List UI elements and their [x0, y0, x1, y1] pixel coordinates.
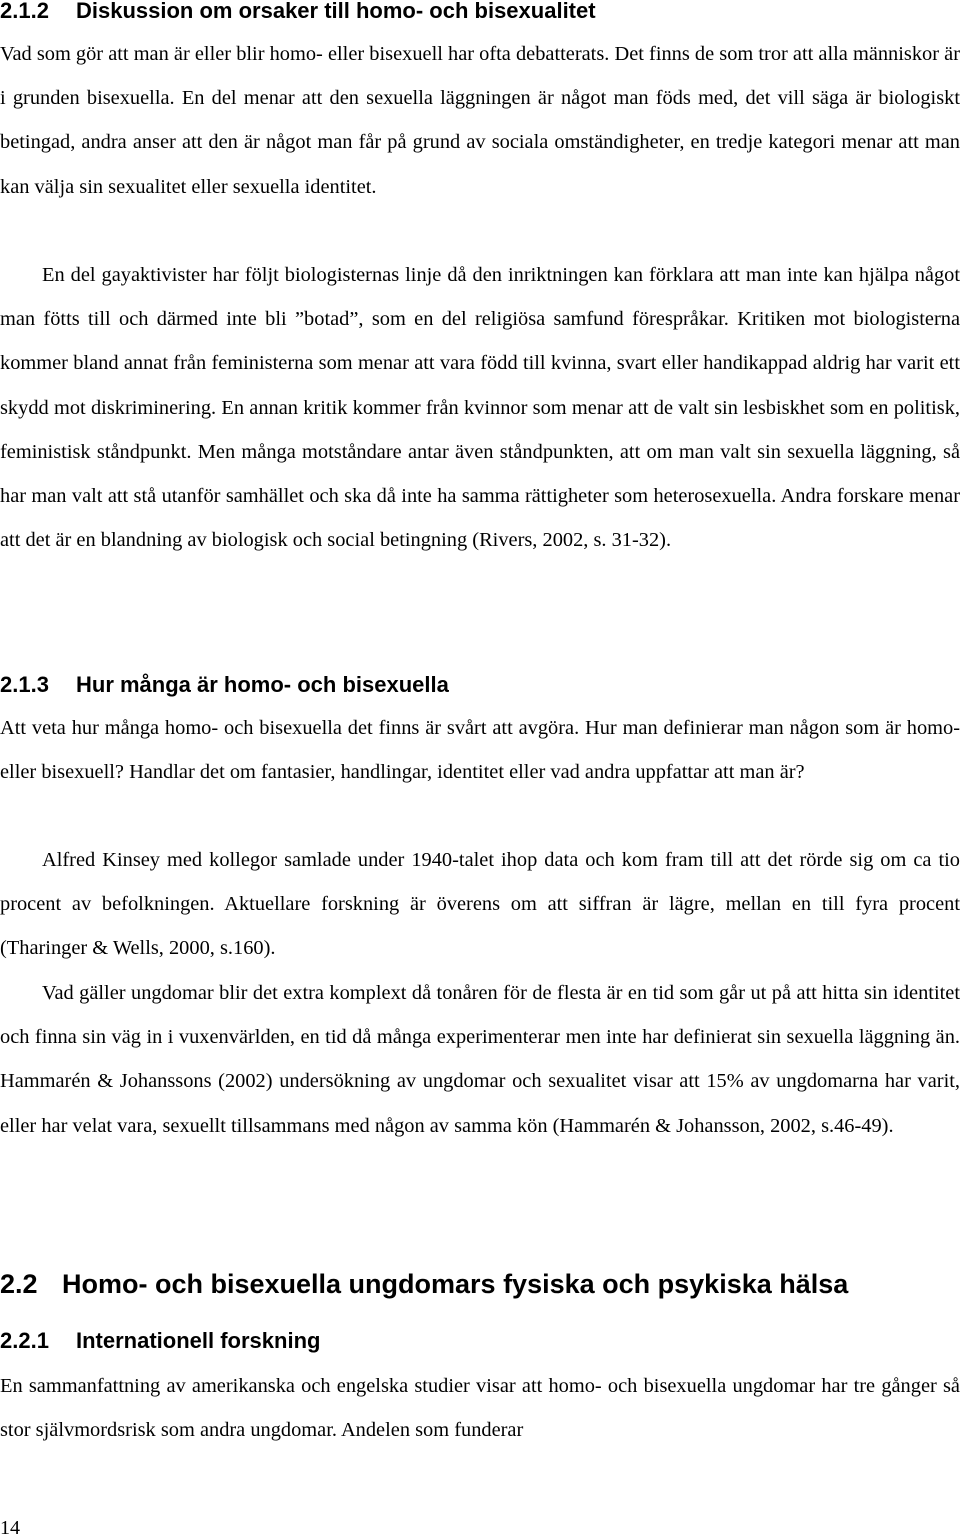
- section-heading-2-2-1: [0, 1328, 320, 1354]
- section-heading-2-1-3: [0, 672, 449, 698]
- paragraph: En sammanfattning av amerikanska och engelska studier visar att homo- och bisexuella ungdomar har tre gånger så stor självmordsrisk som andra ungdomar. Andelen som funderar: [0, 1375, 960, 1442]
- section-number: 2.1.2: [0, 0, 49, 23]
- paragraph: Att veta hur många homo- och bisexuella det finns är svårt att avgöra. Hur man definierar man någon som är homo- eller bisexuell? Handlar det om fantasier, handlingar, identitet eller vad andra uppfattar att man är?: [0, 717, 960, 784]
- section-number: 2.1.3: [0, 672, 49, 697]
- section-title: Internationell forskning: [76, 1328, 321, 1353]
- section-heading-2-1-2: [0, 0, 596, 24]
- paragraph: En del gayaktivister har följt biologisternas linje då den inriktningen kan förklara att man inte kan hjälpa något man fötts till och därmed inte bli ”botad”, som en del religiösa samfund förespråkar. Kritiken mot biologisterna kommer bland annat från feministerna som menar att vara född till kvinna, svart eller handikappad aldrig har varit ett skydd mot diskriminering. En annan kritik kommer från kvinnor som menar att de valt sin lesbiskhet som en politisk, feministisk ståndpunkt. Men många motståndare antar även ståndpunkten, att om man valt sin sexuella läggning, så har man valt att stå utanför samhället och ska då inte ha samma rättigheter som heterosexuella. Andra forskare menar att det är en blandning av biologisk och social betingning (Rivers, 2002, s. 31-32).: [0, 264, 960, 552]
- section-number: 2.2: [0, 1269, 38, 1299]
- page-number: 14: [0, 1517, 20, 1539]
- section-title: Homo- och bisexuella ungdomars fysiska och psykiska hälsa: [62, 1269, 849, 1299]
- section-title: Diskussion om orsaker till homo- och bisexualitet: [76, 0, 596, 23]
- section-heading-2-2: [0, 1268, 848, 1300]
- paragraph: Vad som gör att man är eller blir homo- eller bisexuell har ofta debatterats. Det finns de som tror att alla människor är i grunden bisexuella. En del menar att den sexuella läggningen är något man föds med, det vill säga är biologiskt betingad, andra anser att den är något man får på grund av sociala omständigheter, en tredje kategori menar att man kan välja sin sexualitet eller sexuella identitet.: [0, 43, 960, 198]
- paragraph: Alfred Kinsey med kollegor samlade under 1940-talet ihop data och kom fram till att det rörde sig om ca tio procent av befolkningen. Aktuellare forskning är överens om att siffran är lägre, mellan en till fyra procent (Tharinger & Wells, 2000, s.160).: [0, 849, 960, 960]
- paragraph: Vad gäller ungdomar blir det extra komplext då tonåren för de flesta är en tid som går ut på att hitta sin identitet och finna sin väg in i vuxenvärlden, en tid då många experimenterar men inte har definierat sin sexuella läggning än. Hammarén & Johanssons (2002) undersökning av ungdomar och sexualitet visar att 15% av ungdomarna har varit, eller har velat vara, sexuellt tillsammans med någon av samma kön (Hammarén & Johansson, 2002, s.46-49).: [0, 982, 960, 1137]
- section-title: Hur många är homo- och bisexuella: [76, 672, 449, 697]
- section-number: 2.2.1: [0, 1328, 49, 1353]
